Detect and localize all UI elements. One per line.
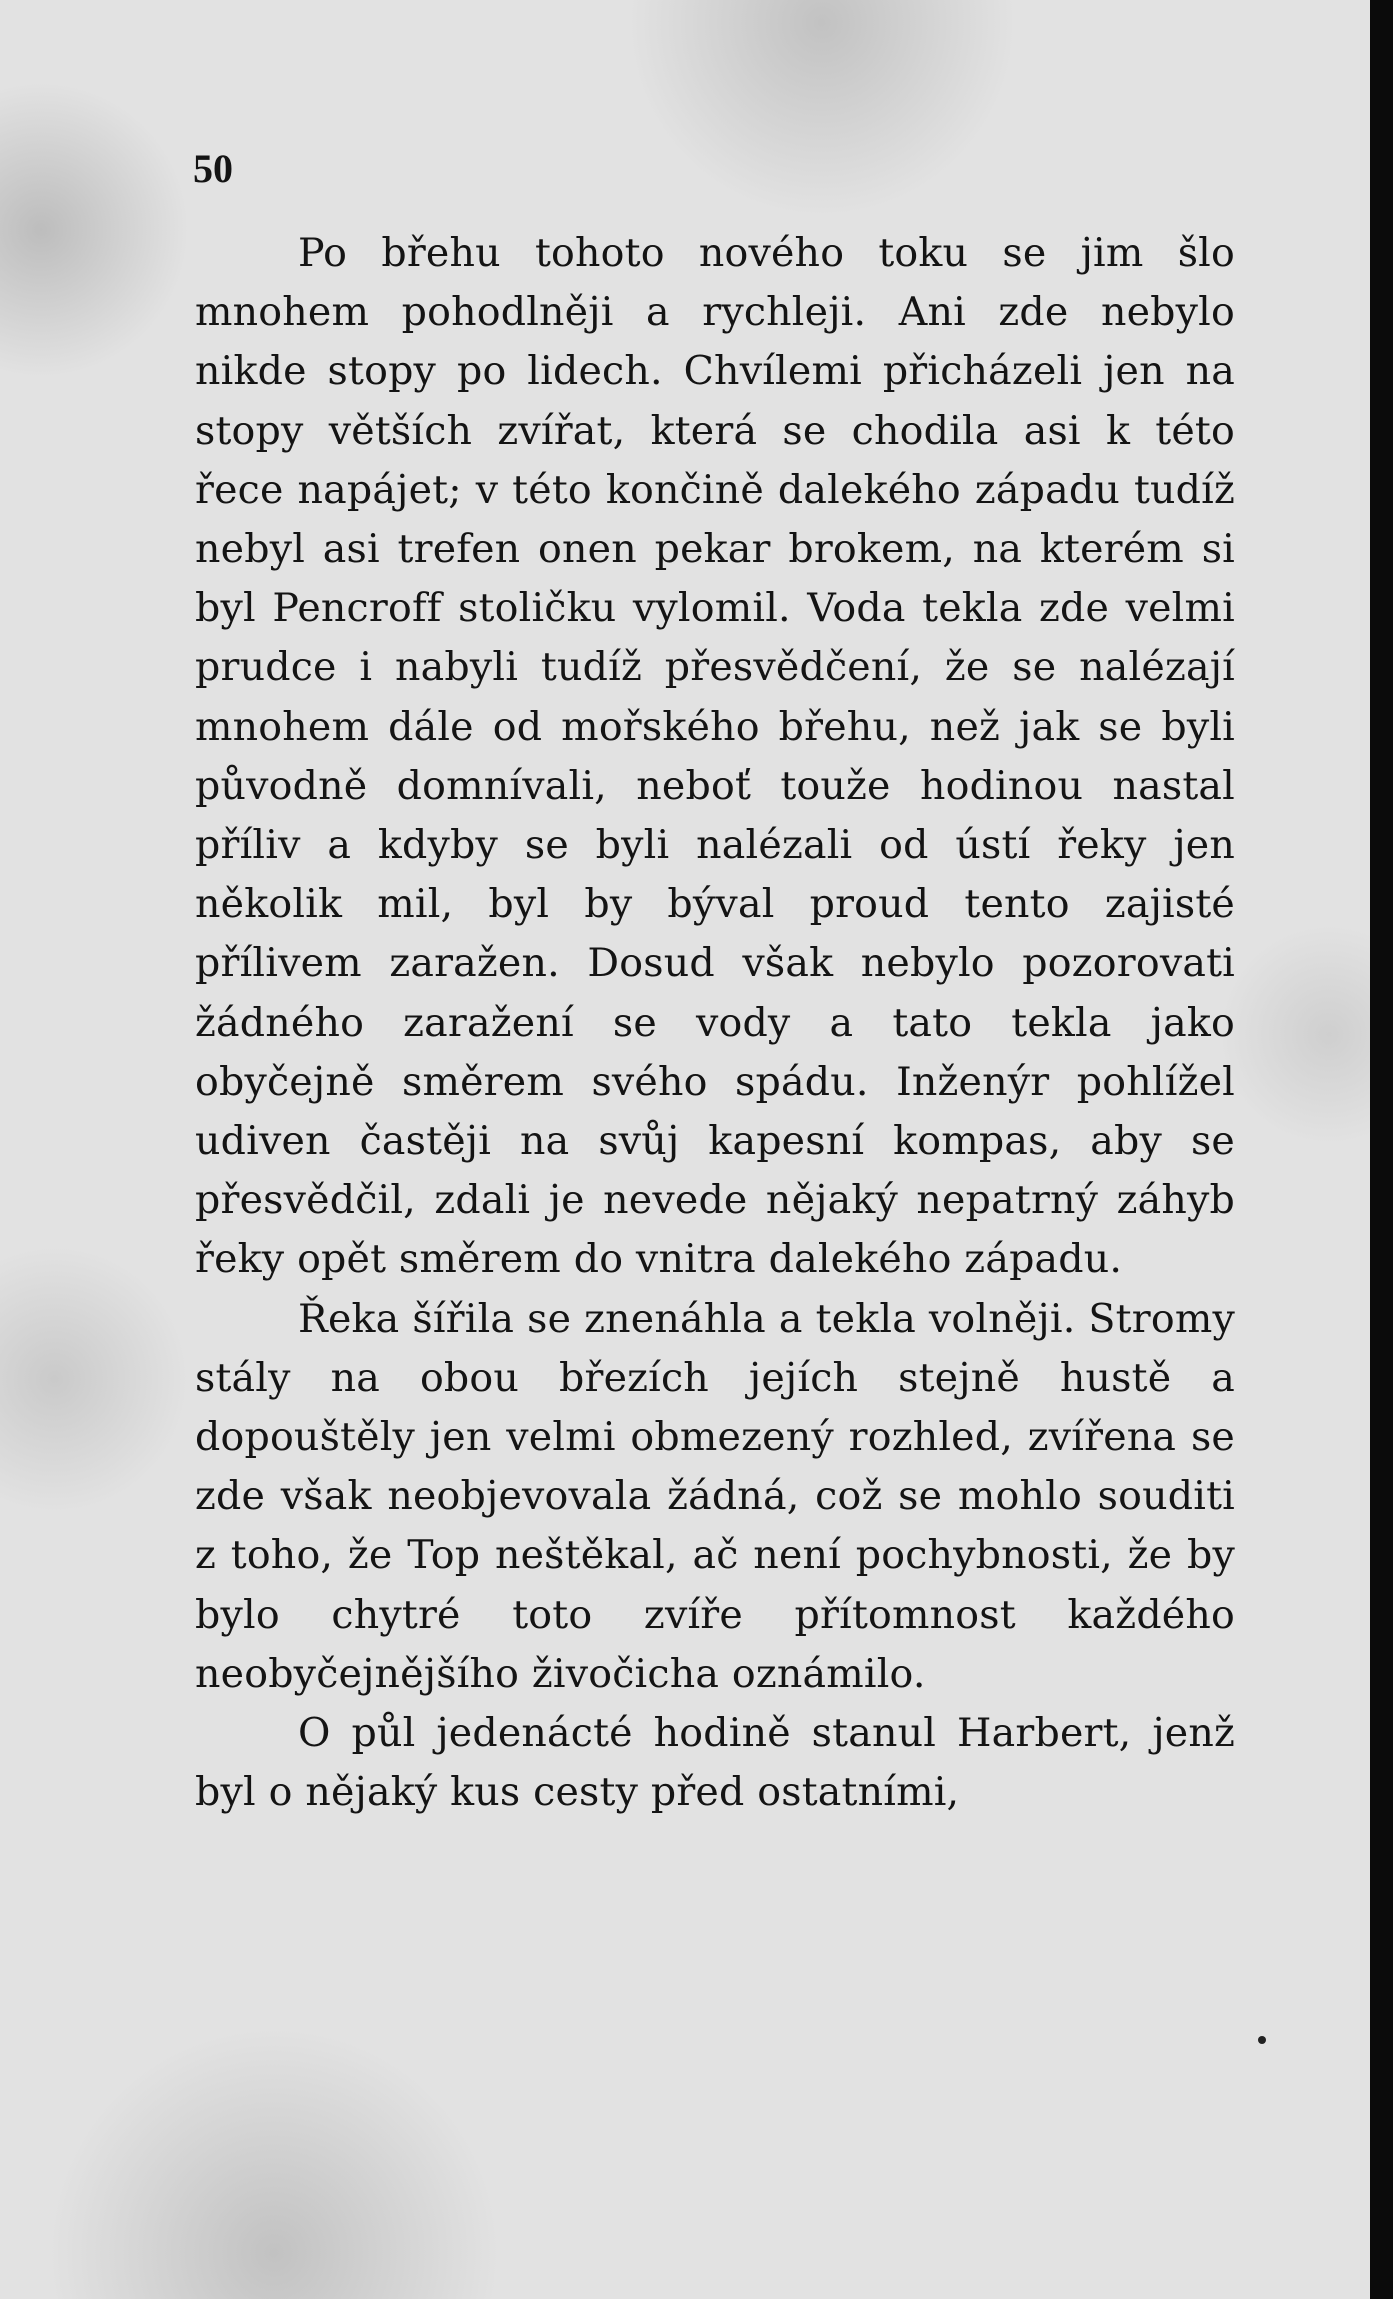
paragraph-1: Po břehu tohoto nového toku se jim šlo mnohem pohodlněji a rychleji. Ani zde nebylo nikde stopy po lidech. Chvílemi přicházeli jen na stopy větších zvířat, která se chodila asi k této řece napájet; v této končině dalekého západu tudíž nebyl asi trefen onen pekar brokem, na kterém si byl Pencroff stoličku vylomil. Voda tekla zde velmi prudce i nabyli tudíž přesvědčení, že se nalézají mnohem dále od mořského břehu, než jak se byli původně domnívali, neboť touže hodinou nastal příliv a kdyby se byli nalézali od ústí řeky jen několik mil, byl by býval proud tento zajisté přílivem zaražen. Dosud však nebylo pozorovati žádného zaražení se vody a tato tekla jako obyčejně směrem svého spádu. Inženýr pohlížel udiven častěji na svůj kapesní kompas, aby se přesvědčil, zdali je nevede nějaký nepatrný záhyb řeky opět směrem do vnitra dalekého západu. — [195, 230, 1235, 1283]
body-text — [195, 224, 1235, 1822]
paragraph-2: Řeka šířila se znenáhla a tekla volněji. Stromy stály na obou březích jejích stejně hustě a dopouštěly jen velmi obmezený rozhled, zvířena se zde však neobjevovala žádná, což se mohlo souditi z toho, že Top neštěkal, ač není pochybnosti, že by bylo chytré toto zvíře přítomnost každého neobyčejnějšího živočicha oznámilo. — [195, 1295, 1235, 1697]
paragraph-3: O půl jedenácté hodině stanul Harbert, jenž byl o nějaký kus cesty před ostatními, — [195, 1710, 1235, 1816]
page-number: 50 — [193, 146, 233, 191]
scan-border — [1370, 0, 1393, 2299]
ink-speck — [1258, 2036, 1266, 2044]
